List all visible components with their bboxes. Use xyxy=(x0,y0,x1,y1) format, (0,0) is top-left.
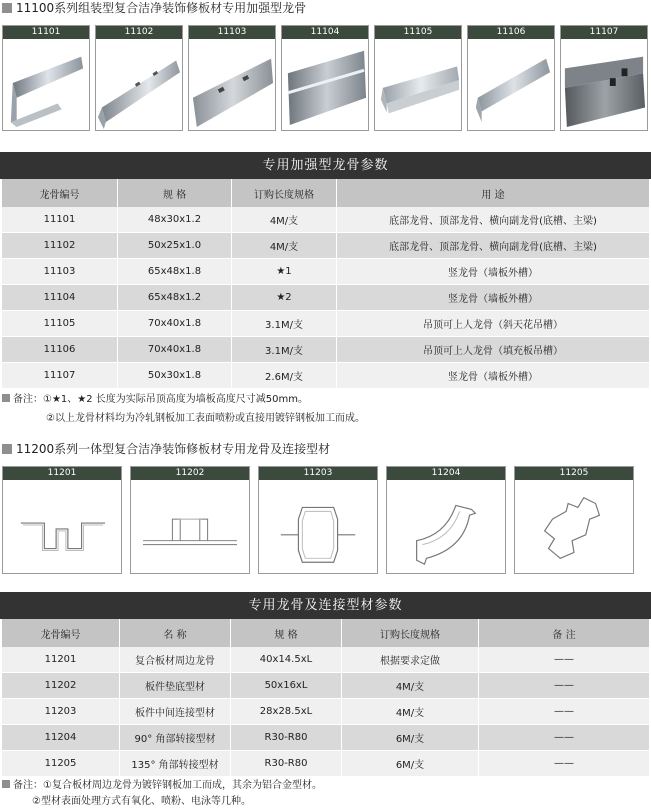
thumbnail-label: 11205 xyxy=(515,467,633,480)
table-cell: 根据要求定做 xyxy=(342,647,479,673)
column-header: 龙骨编号 xyxy=(2,619,120,647)
table-cell: 板件中间连接型材 xyxy=(120,699,231,725)
thumbnail-label: 11104 xyxy=(282,26,368,39)
table-cell: 复合板材周边龙骨 xyxy=(120,647,231,673)
thumbnail-label: 11107 xyxy=(561,26,647,39)
table-cell: ★1 xyxy=(232,259,337,285)
profile-photo xyxy=(189,39,275,130)
section2-thumbnails xyxy=(2,466,634,574)
thumbnail-label: 11106 xyxy=(468,26,554,39)
column-header: 订购长度规格 xyxy=(232,179,337,207)
thumbnail-label: 11201 xyxy=(3,467,121,480)
thumbnail-11103 xyxy=(188,25,276,131)
table-cell: —— xyxy=(479,673,649,699)
column-header: 订购长度规格 xyxy=(342,619,479,647)
profile-photo xyxy=(561,39,647,130)
thumbnail-11102 xyxy=(95,25,183,131)
table-cell: 11103 xyxy=(2,259,118,285)
thumbnail-11106 xyxy=(467,25,555,131)
thumbnail-label: 11105 xyxy=(375,26,461,39)
thumbnail-11107 xyxy=(560,25,648,131)
section1-note-2: ②以上龙骨材料均为冷轧钢板加工表面喷粉或直接用镀锌钢板加工而成。 xyxy=(46,413,365,424)
table-cell: —— xyxy=(479,751,649,777)
table-row xyxy=(2,207,649,233)
thumbnail-11101 xyxy=(2,25,90,131)
thumbnail-label: 11103 xyxy=(189,26,275,39)
table-cell: 70x40x1.8 xyxy=(118,337,232,363)
section2-note-2: ②型材表面处理方式有氧化、喷粉、电泳等几种。 xyxy=(32,796,251,807)
table-cell: 6M/支 xyxy=(342,751,479,777)
thumbnail-11105 xyxy=(374,25,462,131)
column-header: 备 注 xyxy=(479,619,649,647)
thumbnail-11203 xyxy=(258,466,378,574)
table-cell: 11107 xyxy=(2,363,118,389)
table-cell: 11105 xyxy=(2,311,118,337)
table-cell: 28x28.5xL xyxy=(231,699,342,725)
table-cell: 3.1M/支 xyxy=(232,311,337,337)
profile-photo xyxy=(375,39,461,130)
table-cell: 底部龙骨、顶部龙骨、横向副龙骨(底槽、主梁) xyxy=(337,207,649,233)
square-bullet-icon xyxy=(2,3,12,13)
table-cell: 竖龙骨（墙板外槽） xyxy=(337,363,649,389)
thumbnail-label: 11204 xyxy=(387,467,505,480)
square-bullet-icon xyxy=(2,394,10,402)
table-cell: 底部龙骨、顶部龙骨、横向副龙骨(底槽、主梁) xyxy=(337,233,649,259)
table-cell: 40x14.5xL xyxy=(231,647,342,673)
table-cell: 48x30x1.2 xyxy=(118,207,232,233)
table-cell: 11205 xyxy=(2,751,120,777)
table-row xyxy=(2,233,649,259)
profile-drawing xyxy=(131,480,249,573)
table-cell: 板件垫底型材 xyxy=(120,673,231,699)
profile-drawing xyxy=(515,480,633,573)
table-cell: 4M/支 xyxy=(232,207,337,233)
thumbnail-label: 11101 xyxy=(3,26,89,39)
table-cell: 11101 xyxy=(2,207,118,233)
table-header-row xyxy=(2,179,649,207)
table-row xyxy=(2,751,649,777)
table-cell: 135° 角部转接型材 xyxy=(120,751,231,777)
section1-title: 11100系列组装型复合洁净装饰修板材专用加强型龙骨 xyxy=(0,0,306,16)
thumbnail-11204 xyxy=(386,466,506,574)
table-cell: —— xyxy=(479,699,649,725)
table-row xyxy=(2,363,649,389)
table-cell: 3.1M/支 xyxy=(232,337,337,363)
table-cell: 竖龙骨（墙板外槽） xyxy=(337,285,649,311)
table2-title: 专用龙骨及连接型材参数 xyxy=(0,592,651,619)
table-cell: 4M/支 xyxy=(342,673,479,699)
profile-drawing xyxy=(3,480,121,573)
profile-photo xyxy=(282,39,368,130)
table-cell: 65x48x1.2 xyxy=(118,285,232,311)
column-header: 规 格 xyxy=(231,619,342,647)
table-cell: 11201 xyxy=(2,647,120,673)
profile-photo xyxy=(3,39,89,130)
table-row xyxy=(2,259,649,285)
spec-table-2 xyxy=(2,619,649,777)
table-row xyxy=(2,673,649,699)
table-cell: 50x25x1.0 xyxy=(118,233,232,259)
section2-note-1: 备注：①复合板材周边龙骨为镀锌钢板加工而成，其余为铝合金型材。 xyxy=(2,779,322,793)
square-bullet-icon xyxy=(2,780,10,788)
table-cell: 吊顶可上人龙骨（填充板吊槽） xyxy=(337,337,649,363)
table-header-row xyxy=(2,619,649,647)
table-cell: 70x40x1.8 xyxy=(118,311,232,337)
table-row xyxy=(2,699,649,725)
thumbnail-11201 xyxy=(2,466,122,574)
section2-title: 11200系列一体型复合洁净装饰修板材专用龙骨及连接型材 xyxy=(0,441,330,457)
table-cell: R30-R80 xyxy=(231,751,342,777)
table-cell: 11102 xyxy=(2,233,118,259)
table-cell: 50x30x1.8 xyxy=(118,363,232,389)
table-cell: 11106 xyxy=(2,337,118,363)
table-cell: ★2 xyxy=(232,285,337,311)
table-cell: 65x48x1.8 xyxy=(118,259,232,285)
thumbnail-label: 11102 xyxy=(96,26,182,39)
column-header: 名 称 xyxy=(120,619,231,647)
column-header: 规 格 xyxy=(118,179,232,207)
table-cell: —— xyxy=(479,725,649,751)
table-cell: 11203 xyxy=(2,699,120,725)
profile-photo xyxy=(96,39,182,130)
section1-note-1: 备注：①★1、★2 长度为实际吊顶高度为墙板高度尺寸减50mm。 xyxy=(2,393,308,407)
table-row xyxy=(2,311,649,337)
table1-title: 专用加强型龙骨参数 xyxy=(0,152,651,179)
square-bullet-icon xyxy=(2,444,12,454)
table-cell: 50x16xL xyxy=(231,673,342,699)
table-cell: —— xyxy=(479,647,649,673)
table-cell: 11202 xyxy=(2,673,120,699)
thumbnail-11205 xyxy=(514,466,634,574)
table-cell: 竖龙骨（墙板外槽） xyxy=(337,259,649,285)
table-cell: 11104 xyxy=(2,285,118,311)
table-row xyxy=(2,285,649,311)
table-row xyxy=(2,337,649,363)
table-cell: 2.6M/支 xyxy=(232,363,337,389)
table-cell: 11204 xyxy=(2,725,120,751)
section1-thumbnails xyxy=(2,25,648,131)
table-cell: 90° 角部转接型材 xyxy=(120,725,231,751)
thumbnail-11202 xyxy=(130,466,250,574)
table-cell: R30-R80 xyxy=(231,725,342,751)
profile-photo xyxy=(468,39,554,130)
thumbnail-label: 11203 xyxy=(259,467,377,480)
thumbnail-11104 xyxy=(281,25,369,131)
profile-drawing xyxy=(387,480,505,573)
table-cell: 吊顶可上人龙骨（斜天花吊槽） xyxy=(337,311,649,337)
table-row xyxy=(2,725,649,751)
table-cell: 6M/支 xyxy=(342,725,479,751)
table-cell: 4M/支 xyxy=(232,233,337,259)
profile-drawing xyxy=(259,480,377,573)
thumbnail-label: 11202 xyxy=(131,467,249,480)
column-header: 用 途 xyxy=(337,179,649,207)
table-row xyxy=(2,647,649,673)
spec-table-1 xyxy=(2,179,649,389)
column-header: 龙骨编号 xyxy=(2,179,118,207)
table-cell: 4M/支 xyxy=(342,699,479,725)
